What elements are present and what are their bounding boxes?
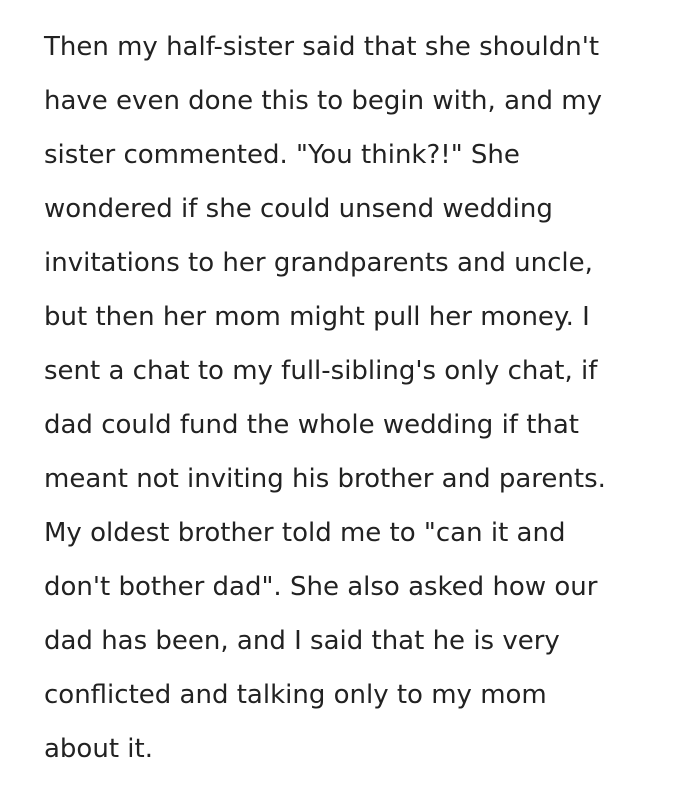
- text-line: about it.: [44, 734, 153, 764]
- text-line: dad has been, and I said that he is very: [44, 626, 560, 656]
- text-line: conflicted and talking only to my mom: [44, 680, 547, 710]
- text-line: dad could fund the whole wedding if that: [44, 410, 580, 440]
- text-line: wondered if she could unsend wedding: [44, 194, 553, 224]
- text-line: have even done this to begin with, and my: [44, 86, 602, 116]
- text-line: sister commented. "You think?!" She: [44, 140, 520, 170]
- story-paragraph: [44, 20, 670, 776]
- text-line: Then my half-sister said that she shouldn't: [44, 32, 600, 62]
- text-line: don't bother dad". She also asked how our: [44, 572, 598, 602]
- text-line: but then her mom might pull her money. I: [44, 302, 590, 332]
- text-line: meant not inviting his brother and parents.: [44, 464, 606, 494]
- text-line: sent a chat to my full-sibling's only chat, if: [44, 356, 598, 386]
- text-line: My oldest brother told me to "can it and: [44, 518, 566, 548]
- text-line: invitations to her grandparents and uncle,: [44, 248, 593, 278]
